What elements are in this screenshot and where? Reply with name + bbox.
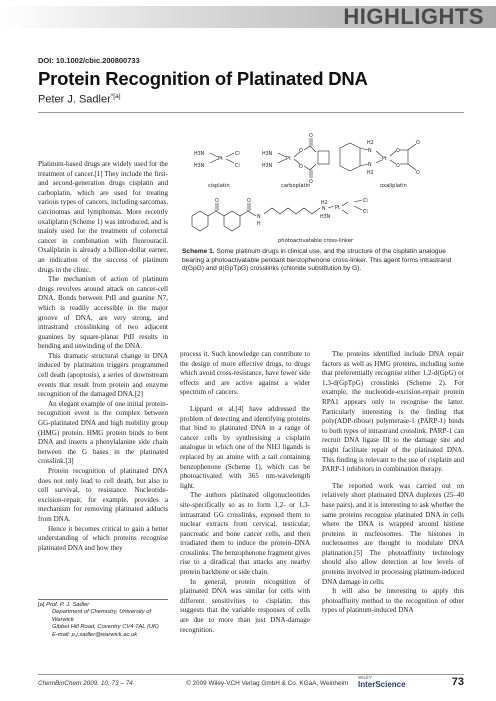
paragraph: In general, protein recognition of platinated DNA was similar for cells with different sensitivities to cisplatin; this suggests that the variable responses of cells are due to more than just DNA-damage recognition. (180, 577, 310, 634)
scheme-atom: Pt (382, 157, 387, 162)
paragraph: Protein recognition of platinated DNA does not only lead to cell death, but also to cell survival, to resistance. Nucleotide-excision-repair, for example, provides a mechanism for removing platinated adducts from DNA. (38, 467, 168, 523)
scheme-atom: O (396, 149, 400, 154)
scheme-atom: H3N (194, 164, 205, 169)
scheme-atom: N (368, 163, 372, 168)
paragraph: This dramatic structural change in DNA induced by platination triggers programmed cell death (apoptosis), a series of downstream events that result from protein and enzyme recognition of the damaged DNA.[2] (38, 351, 168, 399)
scheme-atom: O (299, 149, 303, 154)
scheme-atom: N (368, 149, 372, 154)
scheme-atom: Cl (363, 199, 368, 204)
paragraph: Lippard et al.[4] have addressed the problem of detecting and identifying proteins that bind to platinated DNA in a range of cancer cells by synthesising a cisplatin analogue in which one of the NH3 ligands is replaced by an amine with a tail containing benzophenone (Scheme 1), which can be photoactivated with 365 nm-wavelength light. (180, 404, 310, 490)
paragraph: An elegant example of one initial protein-recognition event is the complex between GG-platinated DNA and high mobility group (HMG) protein. HMG protein binds to bent DNA and inserts a phenylalanine side chain between the G bases in the platinated crosslink.[3] (38, 399, 168, 466)
scheme-1-structures (180, 130, 470, 248)
scheme-atom: O (396, 164, 400, 169)
title-divider (38, 112, 464, 113)
paragraph: The proteins identified include DNA repair factors as well as HMG proteins, including some that preferentially recognise either 1,2-d(GpG) or 1,3-d(GpTpG) crosslinks (Scheme 2). For example, the nucleotide-excision-repair protein RPA1 appears only to recognise the latter. Particularly interesting is the finding that poly(ADP-ribose) polymerase-1 (PARP-1) binds to both types of intrastrand crosslink. PARP-1 can recruit DNA ligase III to the damage site and might facilitate repair of the platinated DNA. This finding is relevant to the use of cisplatin and PARP-1 inhibitors in combination therapy. (322, 350, 464, 474)
scheme-atom: H3N (262, 164, 273, 169)
compound-label-linker: photoactivatable cross-linker (278, 238, 354, 244)
column-2 (180, 350, 310, 635)
doi: DOI: 10.1002/cbic.200800733 (38, 56, 140, 65)
paragraph: The reported work was carried out on relatively short platinated DNA duplexes (25–40 base pairs), and it is interesting to ask whether the same proteins recognise platinated DNA in cells where the DNA is wrapped around histone proteins in nucleosomes. The histones in nucleosomes are thought to modulate DNA platination.[5] The photoaffinity technology should also allow detection at low levels of proteins involved in processing platinum-induced DNA damage in cells. (322, 481, 464, 586)
logo-text: InterScience (358, 680, 406, 689)
copyright: © 2009 Wiley-VCH Verlag GmbH & Co. KGaA, Weinheim (186, 680, 349, 687)
caption-label: Scheme 1. (182, 248, 215, 255)
scheme-caption (182, 248, 462, 274)
scheme-atom: H2 (367, 171, 374, 176)
scheme-atom: H3N (262, 152, 273, 157)
paragraph: The mechanism of action of platinum drugs revolves around attack on cancer-cell DNA. Bonds between PtII and guanine N7, which is readily accessible in the major groove of DNA, are very strong, and intrastrand crosslinking of two adjacent guanines by square-planar PtII results in bending and unwinding of the DNA. (38, 275, 168, 351)
paragraph: process it. Such knowledge can contribute to the design of more effective drugs, to drugs which avoid cross-resistance, have fewer side effects and are active against a wider spectrum of cancers. (180, 350, 310, 397)
scheme-atom: O (309, 134, 313, 139)
scheme-atom: O (247, 199, 251, 204)
column-3 (322, 350, 464, 616)
caption-text: Some platinum drugs in clinical use, and the structure of the cisplatin analogue bearing a photoactivatable pendant benzophenone cross-linker. This agent forms intrastrand d(GpG) and d(GpTpG) crosslinks (chloride substitution by G). (182, 248, 452, 273)
paragraph: It will also be interesting to apply this photoaffinity method to the recognition of other types of platinum-induced DNA (322, 587, 464, 615)
header-bar (0, 0, 496, 36)
scheme-atom: Pt (286, 157, 291, 162)
footnote-email[interactable]: E-mail: p.j.sadler@warwick.ac.uk (52, 631, 138, 638)
paragraph: Hence it becomes critical to gain a better understanding of which proteins recognise platinated DNA and how they (38, 524, 168, 552)
compound-label-cisplatin: cisplatin (208, 183, 230, 189)
journal-citation: ChemBioChem 2009, 10, 73 – 74 (38, 680, 133, 687)
section-heading: HIGHLIGHTS (343, 4, 484, 29)
author-name: Peter J. Sadler (38, 93, 111, 106)
footnote-divider (38, 599, 168, 600)
scheme-atom: O (309, 180, 313, 185)
column-1 (38, 160, 168, 553)
author-mark: *[a] (110, 93, 121, 100)
scheme-atom: O (416, 141, 420, 146)
compound-label-carboplatin: carboplatin (281, 183, 311, 189)
scheme-atom: O (416, 171, 420, 176)
scheme-atom: H (257, 222, 261, 227)
scheme-atom: H3N (320, 215, 331, 220)
author-line (38, 93, 121, 106)
scheme-atom: Cl (363, 210, 368, 215)
logo-subtext: WILEY (358, 675, 373, 680)
compound-label-oxaliplatin: oxaliplatin (380, 183, 407, 189)
scheme-atom: Cl (235, 152, 240, 157)
paragraph: The authors platinated oligonucleotides site-specifically so as to form 1,2- or 1,3-intrastrand GG crosslinks, exposed them to nuclear extracts from cervical, testicular, pancreatic and bone cancer cells, and then irradiated them to induce the protein–DNA crosslinks. The benzophenone fragment gives rise to a diradical that attacks any nearby protein backbone or side chain. (180, 491, 310, 577)
author-footnote (38, 602, 168, 639)
scheme-atom: N (257, 215, 261, 220)
footnote-dept: Department of Chemistry, University of Warwick (52, 609, 152, 623)
article-title: Protein Recognition of Platinated DNA (38, 68, 368, 89)
scheme-atom: Pt (335, 206, 340, 211)
scheme-atom: H3N (194, 152, 205, 157)
paragraph: Platinum-based drugs are widely used for the treatment of cancer.[1] They include the first- and second-generation drugs cisplatin and carboplatin, which are used for treating various types of cancers, including sarcomas, carcinomas and lymphomas. More recently oxaliplatin (Scheme 1) was introduced, and is mainly used for the treatment of colorectal cancer in combination with fluorouracil. Oxaliplatin is already a billion-dollar earner, an indication of the success of platinum drugs in the clinic. (38, 160, 168, 274)
scheme-atom: O (299, 165, 303, 170)
scheme-atom: Cl (235, 164, 240, 169)
interscience-logo (358, 675, 406, 689)
page-number: 73 (451, 676, 464, 688)
scheme-atom: H2 (367, 141, 374, 146)
footnote-name: Prof. P. J. Sadler (46, 602, 90, 608)
scheme-atom: Pt (218, 157, 223, 162)
scheme-atom: O (215, 199, 219, 204)
scheme-atom: N (322, 207, 326, 212)
scheme-atom: H2 (321, 201, 328, 206)
footnote-address: Gibbet Hill Road, Coventry CV4 7AL (UK) (52, 624, 159, 631)
footnote-mark: [a] (38, 602, 45, 608)
